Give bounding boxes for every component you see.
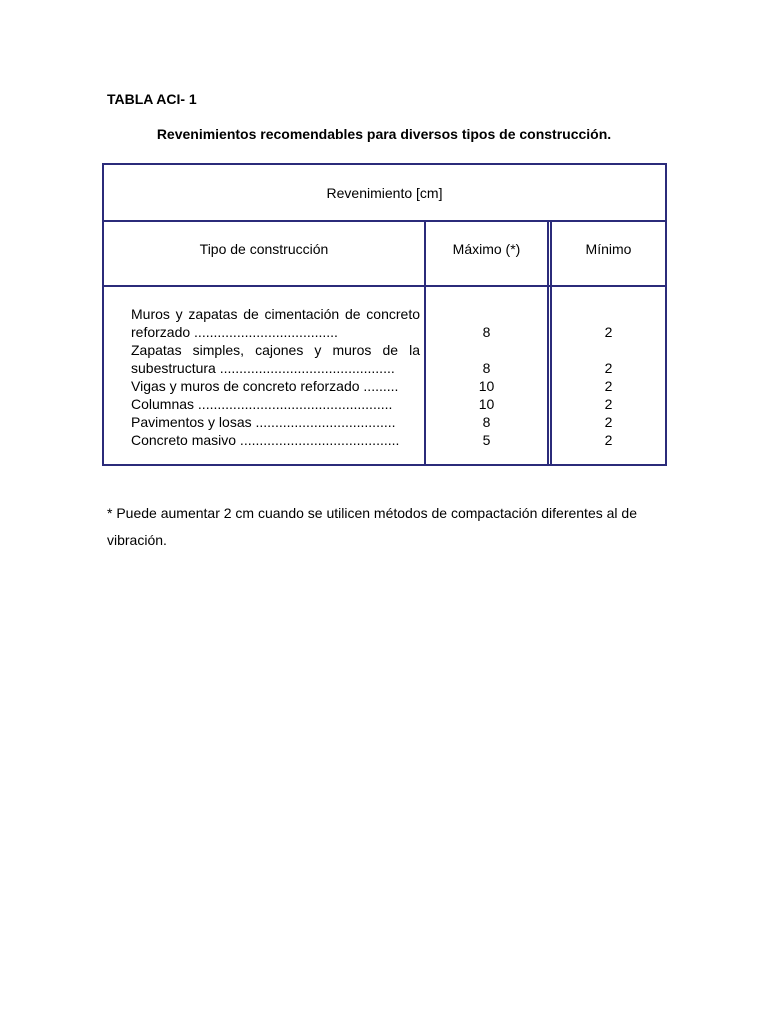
column-divider xyxy=(547,221,549,466)
minimo-column xyxy=(552,323,665,449)
maximo-value: 8 xyxy=(482,324,491,340)
tipo-column xyxy=(131,305,420,449)
maximo-value: 8 xyxy=(482,360,491,376)
table-row: Muros y zapatas de cimentación de concreto reforzado ..................................... xyxy=(131,306,420,340)
header-maximo: Máximo (*) xyxy=(452,241,521,257)
table-row: Zapatas simples, cajones y muros de la subestructura ............................................. xyxy=(131,342,420,376)
maximo-value: 10 xyxy=(478,378,495,394)
header-tipo: Tipo de construcción xyxy=(199,241,329,257)
group-header: Revenimiento [cm] xyxy=(326,185,443,201)
table-subtitle xyxy=(0,126,768,142)
header-minimo: Mínimo xyxy=(585,241,632,257)
minimo-value: 2 xyxy=(604,324,613,340)
table-divider xyxy=(104,285,665,287)
minimo-value: 2 xyxy=(604,396,613,412)
minimo-value: 2 xyxy=(604,414,613,430)
table-title: TABLA ACI- 1 xyxy=(107,91,197,107)
table-row: Vigas y muros de concreto reforzado ......... xyxy=(131,378,399,394)
table-row: Concreto masivo ......................................... xyxy=(131,432,400,448)
subtitle-text: Revenimientos recomendables para diversos tipos de construcción. xyxy=(156,126,612,142)
data-table xyxy=(102,163,667,466)
maximo-value: 8 xyxy=(482,414,491,430)
footnote: * Puede aumentar 2 cm cuando se utilicen métodos de compactación diferentes al de vibración. xyxy=(107,505,637,548)
minimo-value: 2 xyxy=(604,360,613,376)
maximo-value: 10 xyxy=(478,396,495,412)
maximo-value: 5 xyxy=(482,432,491,448)
minimo-value: 2 xyxy=(604,432,613,448)
minimo-value: 2 xyxy=(604,378,613,394)
maximo-column xyxy=(426,323,547,449)
table-row: Pavimentos y losas .................................... xyxy=(131,414,396,430)
table-row: Columnas .................................................. xyxy=(131,396,393,412)
table-divider xyxy=(104,220,665,222)
